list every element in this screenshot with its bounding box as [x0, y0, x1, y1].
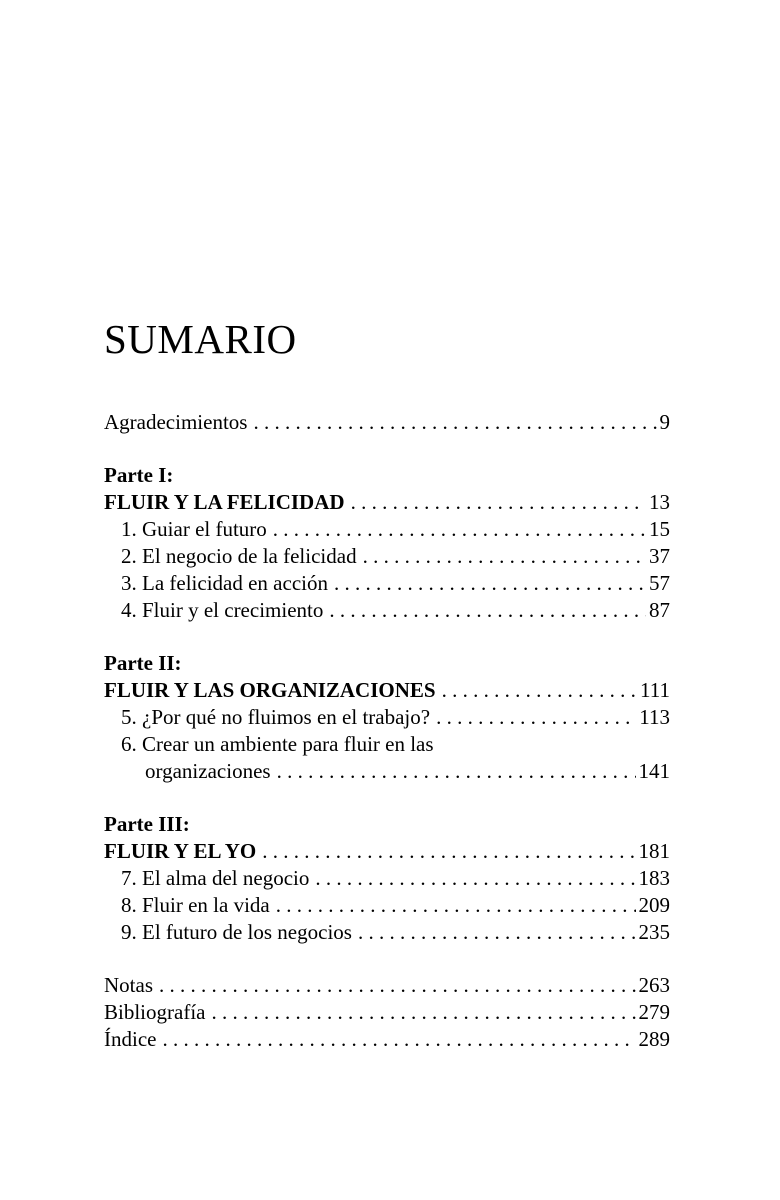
toc-chapter-9 — [104, 919, 670, 946]
chapter-label: 7. El alma del negocio — [121, 866, 310, 890]
dot-leader — [358, 919, 636, 946]
chapter-page: 235 — [638, 920, 670, 944]
part-3-title: FLUIR Y EL YO — [104, 839, 257, 863]
part-2-page: 111 — [640, 678, 670, 702]
chapter-page: 113 — [639, 705, 670, 729]
chapter-page: 57 — [649, 571, 670, 595]
chapter-page: 37 — [649, 544, 670, 568]
chapter-label-continued: organizaciones — [145, 759, 271, 783]
part-3-heading: Parte III: — [104, 812, 190, 836]
chapter-label: 4. Fluir y el crecimiento — [121, 598, 324, 622]
toc-chapter-6-line-1 — [104, 731, 670, 758]
dot-leader — [277, 758, 636, 785]
part-3-title-row — [104, 838, 670, 865]
chapter-label: 9. El futuro de los negocios — [121, 920, 352, 944]
chapter-label: 2. El negocio de la felicidad — [121, 544, 357, 568]
chapter-page: 141 — [638, 759, 670, 783]
toc-entry-indice — [104, 1026, 670, 1053]
part-1-title-row — [104, 489, 670, 516]
dot-leader — [159, 972, 636, 999]
dot-leader — [273, 516, 646, 543]
toc-entry-notas — [104, 972, 670, 999]
toc-entry-page: 9 — [659, 410, 670, 434]
page-title: SUMARIO — [104, 316, 297, 362]
chapter-label: 1. Guiar el futuro — [121, 517, 267, 541]
dot-leader — [442, 677, 637, 704]
toc-entry-page: 279 — [638, 1000, 670, 1024]
toc-entry-label: Notas — [104, 973, 153, 997]
chapter-page: 15 — [649, 517, 670, 541]
toc-chapter-4 — [104, 597, 670, 624]
dot-leader — [253, 409, 656, 436]
toc-entry-page: 263 — [638, 973, 670, 997]
dot-leader — [315, 865, 635, 892]
part-2-title: FLUIR Y LAS ORGANIZACIONES — [104, 678, 436, 702]
toc-chapter-2 — [104, 543, 670, 570]
toc-chapter-7 — [104, 865, 670, 892]
toc-entry-label: Agradecimientos — [104, 410, 248, 434]
dot-leader — [363, 543, 646, 570]
chapter-page: 87 — [649, 598, 670, 622]
dot-leader — [329, 597, 646, 624]
toc-chapter-5 — [104, 704, 670, 731]
dot-leader — [262, 838, 635, 865]
table-of-contents — [104, 409, 670, 1053]
chapter-label: 6. Crear un ambiente para fluir en las — [121, 732, 434, 756]
dot-leader — [276, 892, 636, 919]
chapter-label: 3. La felicidad en acción — [121, 571, 328, 595]
part-1-page: 13 — [649, 490, 670, 514]
toc-entry-page: 289 — [638, 1027, 670, 1051]
toc-chapter-8 — [104, 892, 670, 919]
chapter-page: 209 — [638, 893, 670, 917]
toc-chapter-3 — [104, 570, 670, 597]
part-2-title-row — [104, 677, 670, 704]
part-1-heading: Parte I: — [104, 463, 174, 487]
toc-entry-agradecimientos — [104, 409, 670, 436]
dot-leader — [351, 489, 646, 516]
chapter-label: 8. Fluir en la vida — [121, 893, 270, 917]
dot-leader — [334, 570, 646, 597]
dot-leader — [211, 999, 635, 1026]
dot-leader — [436, 704, 636, 731]
toc-entry-label: Índice — [104, 1027, 157, 1051]
part-2-heading: Parte II: — [104, 651, 182, 675]
part-3-page: 181 — [638, 839, 670, 863]
part-1-title: FLUIR Y LA FELICIDAD — [104, 490, 345, 514]
chapter-page: 183 — [638, 866, 670, 890]
chapter-label: 5. ¿Por qué no fluimos en el trabajo? — [121, 705, 431, 729]
toc-entry-label: Bibliografía — [104, 1000, 206, 1024]
toc-entry-bibliografia — [104, 999, 670, 1026]
dot-leader — [162, 1026, 635, 1053]
toc-chapter-6-line-2 — [104, 758, 670, 785]
toc-chapter-1 — [104, 516, 670, 543]
